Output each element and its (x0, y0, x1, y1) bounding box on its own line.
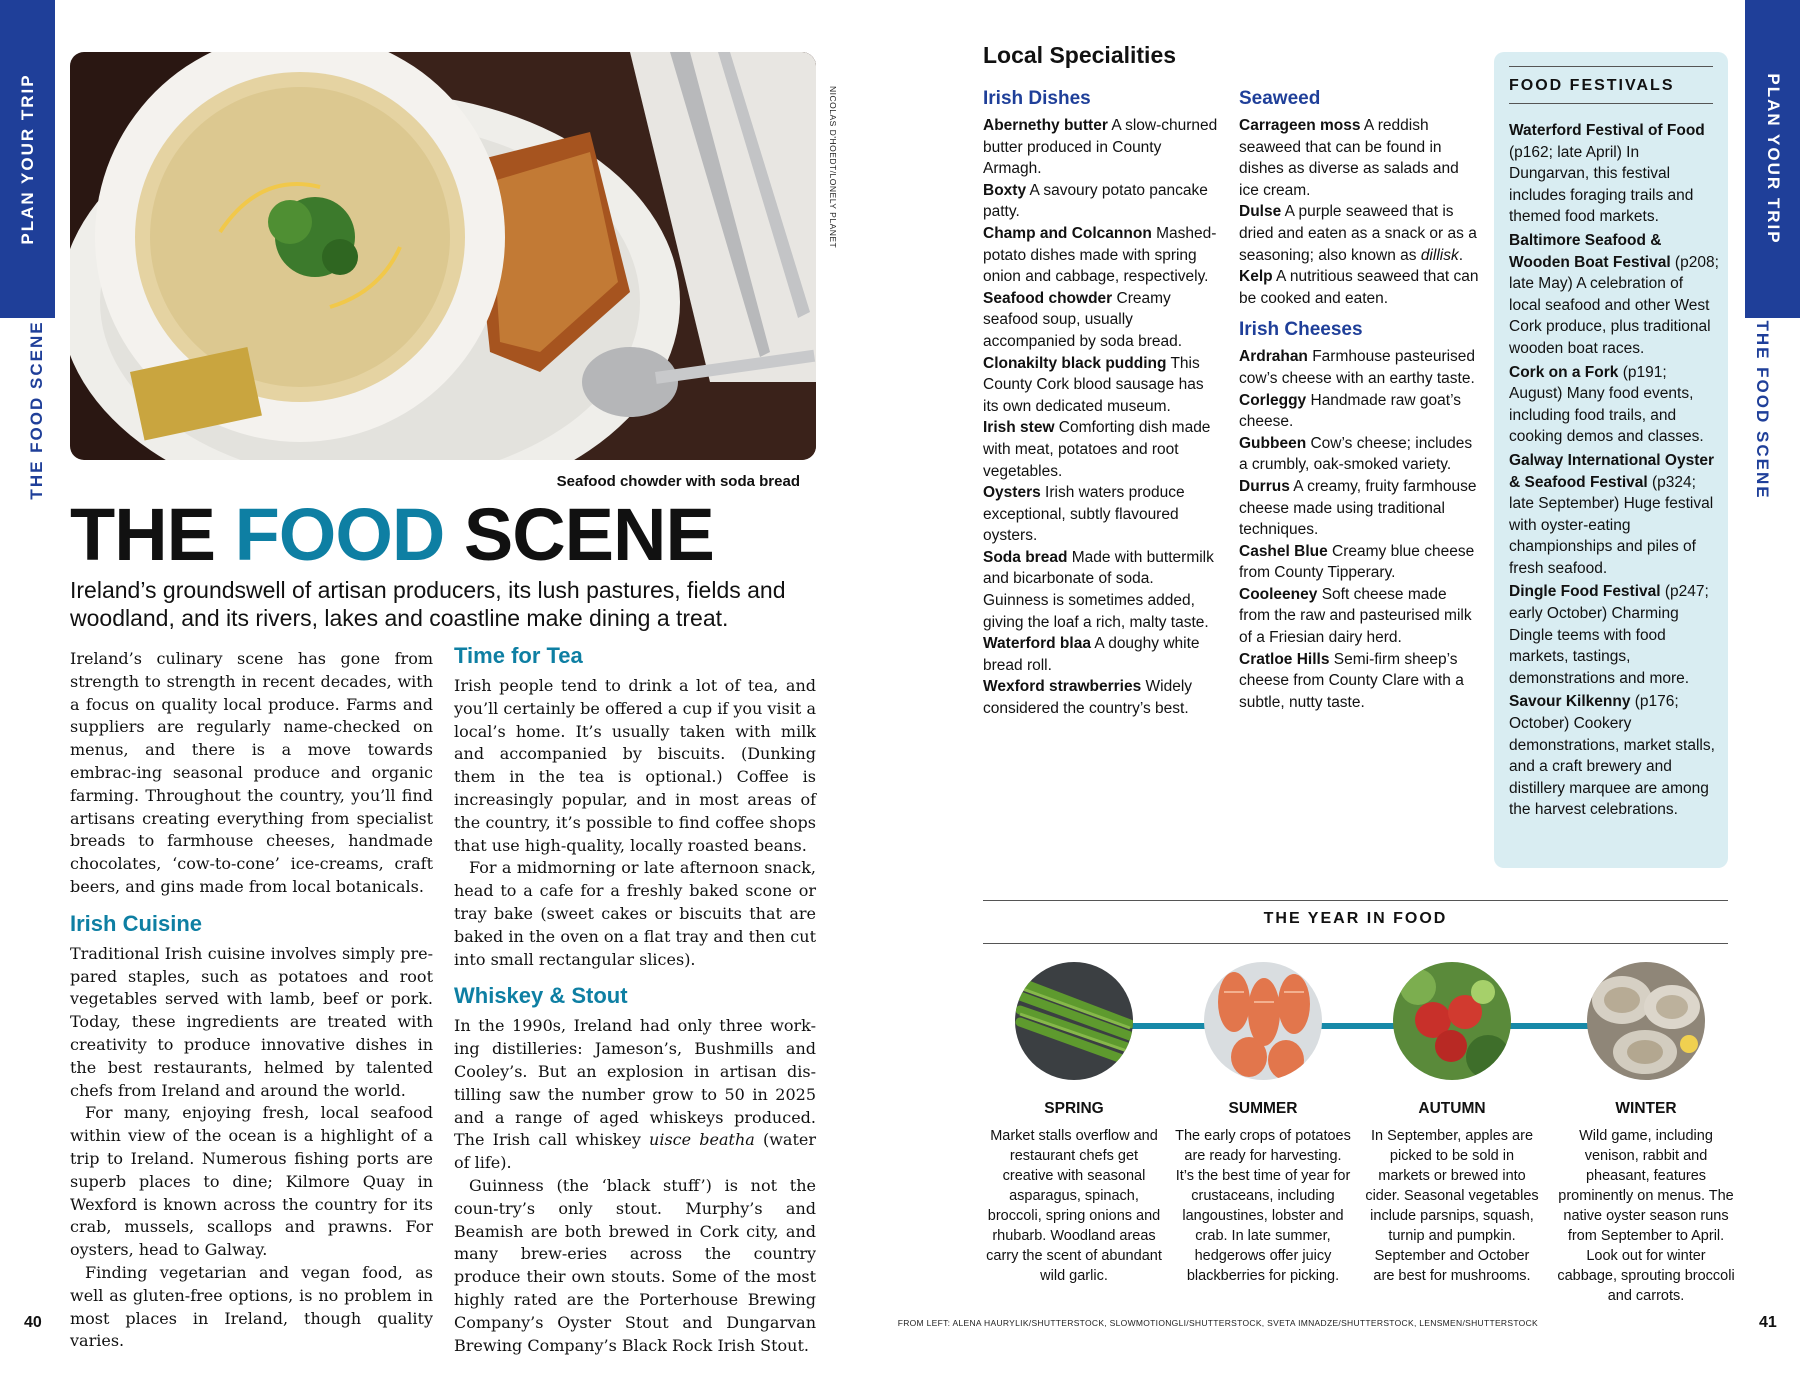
irish-cheeses-heading: Irish Cheeses (1239, 319, 1363, 341)
cheese-entry: Ardrahan Farmhouse pasteurised cow’s cheese with an earthy taste. (1239, 348, 1476, 387)
cheese-entry: Gubbeen Cow’s cheese; includes a crumbly, oak-smoked variety. (1239, 434, 1473, 474)
section-tab-label: PLAN YOUR TRIP (1763, 73, 1783, 245)
paragraph: For a midmorning or late afternoon snack, head to a cafe for a freshly baked scone or tray bake (sweet cakes or biscuits that are baked in the oven on a flat tray and then cut into small rectangular slices). (454, 858, 816, 969)
season-summer (1174, 1100, 1352, 1286)
season-description: Wild game, including venison, rabbit and pheasant, features prominently on menus. The native oyster season runs from September to April. Look out for winter cabbage, sprouting broccoli and carrots. (1557, 1128, 1735, 1304)
paragraph: For many, enjoying fresh, local seafood within view of the ocean is a highlight of a trip to Ireland. Numerous fishing ports are superb places to dine; Kilmore Quay in Wexford is known across the country for its crab, mussels, scallops and prawns. For oysters, head to Galway. (70, 1103, 433, 1260)
season-description: Market stalls overflow and restaurant chefs get creative with seasonal asparagus, spinach, broccoli, spring onions and rhubarb. Woodland areas carry the scent of abundant wild garlic. (986, 1128, 1162, 1284)
season-name: WINTER (1615, 1100, 1677, 1117)
seaweed-entry: Kelp A nutritious seaweed that can be cooked and eaten. (1239, 268, 1479, 307)
cheese-entry: Cooleeney Soft cheese made from the raw and pasteurised milk of a Friesian dairy herd. (1239, 585, 1472, 647)
chowder-photo (70, 52, 816, 460)
apples-photo (1393, 962, 1511, 1080)
cheese-entry: Corleggy Handmade raw goat’s cheese. (1239, 391, 1461, 431)
festival-entry: Baltimore Seafood & Wooden Boat Festival (p208; late May) A celebration of local seafood and other West Cork produce, plus traditional wooden boat races. (1509, 231, 1719, 357)
dish-entry: Boxty A savoury potato pancake patty. (983, 181, 1208, 221)
seaweed-cheese-column (1239, 86, 1479, 713)
irish-dishes-column (983, 86, 1223, 720)
cheese-entry: Cashel Blue Creamy blue cheese from County Tipperary. (1239, 542, 1475, 582)
dish-entry: Waterford blaa A doughy white bread roll. (983, 635, 1200, 674)
paragraph: Traditional Irish cuisine involves simply pre-pared staples, such as potatoes and root vegetables served with lamb, beef or pork. Today, these ingredients are treated with creativity to produce innovative dishes in the best restaurants, helmed by talented chefs from Ireland and around the world. (70, 943, 433, 1100)
specialities-title: Local Specialities (983, 42, 1177, 68)
dish-entry: Clonakilty black pudding This County Cork blood sausage has its own dedicated museum. (983, 354, 1204, 415)
body-column-1 (70, 648, 433, 1353)
page-number-right: 41 (1759, 1314, 1777, 1331)
cheese-entry: Cratloe Hills Semi-firm sheep’s cheese from County Clare with a subtle, nutty taste. (1239, 650, 1464, 711)
festival-entry: Waterford Festival of Food (p162; late April) In Dungarvan, this festival includes foraging trails and themed food markets. (1509, 122, 1705, 226)
dish-entry: Champ and Colcannon Mashed-potato dishes made with spring onion and cabbage, respectively. (983, 224, 1217, 286)
section-sub-right: THE FOOD SCENE (1753, 320, 1772, 500)
dish-entry: Oysters Irish waters produce exceptional, subtly flavoured oysters. (983, 484, 1185, 545)
seaweed-heading: Seaweed (1239, 88, 1321, 109)
photo-credits-footer: FROM LEFT: ALENA HAURYLIK/SHUTTERSTOCK, SLOWMOTIONGLI/SHUTTERSTOCK, SVETA IMNADZE/SHUTTERSTOCK, LENSMEN/SHUTTERSTOCK (897, 1318, 1538, 1328)
paragraph: Ireland’s culinary scene has gone from strength to strength in recent decades, with a focus on quality local produce. Farms and suppliers are regularly name-checked on menus, and there is a move towards embrac-ing seasonal produce and organic farming. Throughout the country, you’ll find artisans creating everything from specialist breads to farmhouse cheeses, handmade chocolates, ‘cow-to-cone’ ice-creams, craft beers, and gins made from local botanicals. (70, 649, 433, 896)
dish-entry: Abernethy butter A slow-churned butter produced in County Armagh. (983, 117, 1218, 178)
section-tab-right[interactable] (1745, 0, 1800, 318)
festival-entry: Savour Kilkenny (p176; October) Cookery demonstrations, market stalls, and a craft brewery and distillery marquee are among the harvest celebrations. (1509, 693, 1715, 819)
season-description: In September, apples are picked to be sold in markets or brewed into cider. Seasonal vegetables include parsnips, squash, turnip and pumpkin. September and October are best for mushrooms. (1365, 1128, 1539, 1284)
dish-entry: Seafood chowder Creamy seafood soup, usually accompanied by soda bread. (983, 289, 1183, 350)
paragraph: In the 1990s, Ireland had only three work-ing distilleries: Jameson’s, Bushmills and Cooley’s. But an explosion in artisan dis-tilling saw the number grow to 50 in 2025 and a range of aged whiskeys produced. The Irish call whiskey uisce beatha (water of life). (454, 1016, 816, 1173)
divider (983, 943, 1728, 944)
season-name: AUTUMN (1418, 1100, 1486, 1117)
festival-entry: Dingle Food Festival (p247; early October) Charming Dingle teems with food markets, tastings, demonstrations and more. (1509, 583, 1709, 687)
season-spring (985, 1100, 1163, 1286)
page-number-left: 40 (24, 1314, 42, 1331)
intro-text: Ireland’s groundswell of artisan producers, its lush pastures, fields and woodland, and its rivers, lakes and coastline make dining a treat. (70, 577, 786, 631)
dish-entry: Soda bread Made with buttermilk and bicarbonate of soda. Guinness is sometimes added, giving the loaf a rich, malty taste. (983, 548, 1214, 631)
photo-credit: NICOLAS D'HOEDT/LONELY PLANET (828, 86, 838, 249)
seaweed-entry: Carrageen moss A reddish seaweed that can be found in dishes as diverse as salads and ice cream. (1239, 117, 1459, 199)
section-tab-left[interactable] (0, 0, 55, 318)
season-winter (1557, 1100, 1735, 1306)
paragraph: Finding vegetarian and vegan food, as well as gluten-free options, is no problem in most places in Ireland, though quality varies. (70, 1262, 433, 1351)
year-in-food-title: THE YEAR IN FOOD (1263, 910, 1448, 927)
heading-irish-cuisine: Irish Cuisine (70, 910, 203, 936)
langoustines-photo (1204, 962, 1322, 1080)
paragraph: Guinness (the ‘black stuff’) is not the coun-try’s only stout. Murphy’s and Beamish are both brewed in Cork city, and many brew-eries across the country produce their own stouts. Some of the most highly rated are the Porterhouse Brewing Company’s Oyster Stout and Dungarvan Brewing Company’s Black Rock Irish Stout. (454, 1175, 816, 1355)
food-festivals-heading: FOOD FESTIVALS (1509, 66, 1713, 104)
season-autumn (1363, 1100, 1541, 1286)
timeline-bar (1070, 1023, 1640, 1029)
asparagus-photo (1015, 962, 1133, 1080)
season-description: The early crops of potatoes are ready for harvesting. It’s the best time of year for crustaceans, including langoustines, lobster and crab. In late summer, hedgerows offer juicy blackberries for picking. (1175, 1128, 1351, 1284)
heading-time-for-tea: Time for Tea (454, 643, 583, 668)
body-column-2 (454, 640, 816, 1357)
food-festivals-box (1494, 52, 1728, 868)
oysters-photo (1587, 962, 1705, 1080)
heading-whiskey-stout: Whiskey & Stout (454, 983, 628, 1009)
seaweed-entry: Dulse A purple seaweed that is dried and eaten as a snack or as a seasoning; also known as dillisk. (1239, 203, 1477, 264)
cheese-entry: Durrus A creamy, fruity farmhouse cheese made using traditional techniques. (1239, 477, 1477, 539)
festival-entry: Cork on a Fork (p191; August) Many food events, including food trails, and cooking demos and classes. (1509, 363, 1704, 446)
dish-entry: Wexford strawberries Widely considered the country’s best. (983, 678, 1193, 718)
photo-caption: Seafood chowder with soda bread (556, 473, 800, 490)
season-name: SPRING (1044, 1100, 1104, 1117)
section-tab-label: PLAN YOUR TRIP (17, 73, 37, 245)
season-name: SUMMER (1228, 1100, 1298, 1117)
festival-entry: Galway International Oyster & Seafood Festival (p324; late September) Huge festival with oyster-eating championships and piles of fresh seafood. (1509, 451, 1715, 577)
dish-entry: Irish stew Comforting dish made with meat, potatoes and root vegetables. (983, 419, 1211, 480)
page-title: THE FOOD SCENE (70, 493, 714, 576)
paragraph: Irish people tend to drink a lot of tea, and you’ll certainly be offered a cup if you visit a local’s home. It’s usually taken with milk and accompanied by biscuits. (Dunking them in the tea is optional.) Coffee is increasingly popular, and in most areas of the country, it’s possible to find coffee shops that use high-quality, locally roasted beans. (454, 676, 816, 855)
divider (983, 900, 1728, 901)
section-sub-left: THE FOOD SCENE (27, 320, 46, 500)
irish-dishes-heading: Irish Dishes (983, 88, 1091, 109)
